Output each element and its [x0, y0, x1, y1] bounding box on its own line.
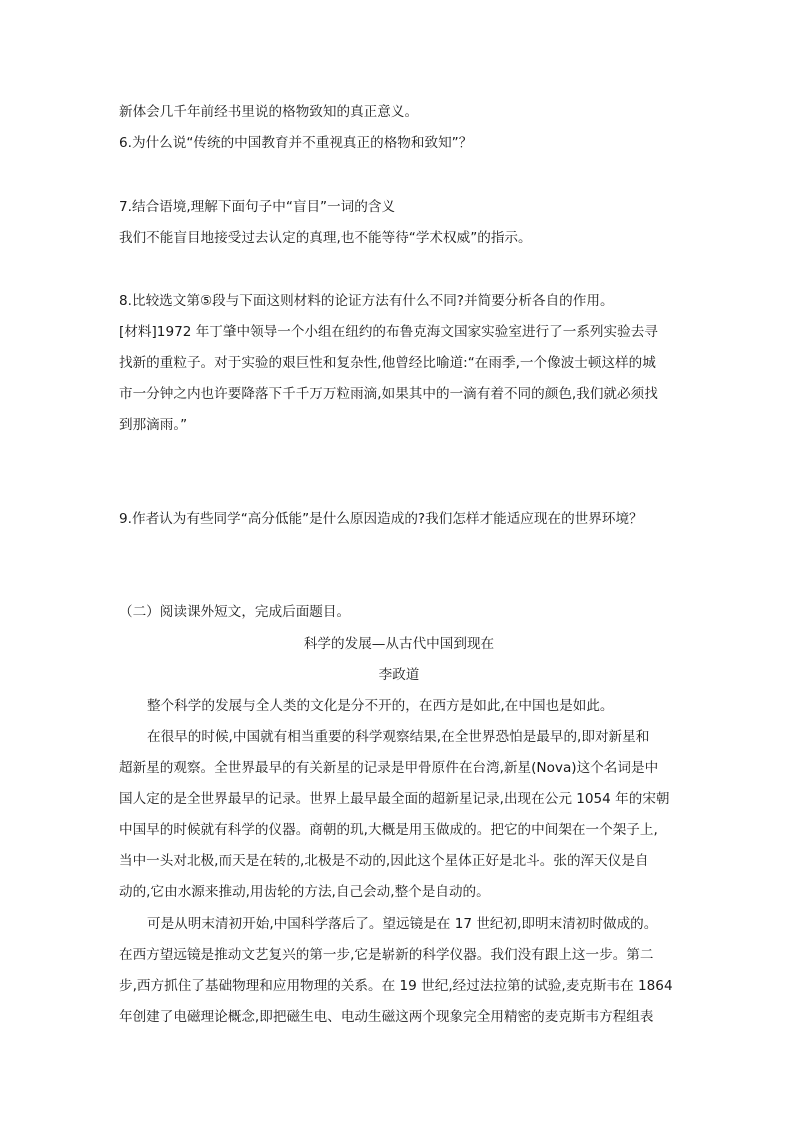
- section-heading: （二）阅读课外短文，完成后面题目。: [119, 604, 351, 620]
- paragraph-2-line-2: 超新星的观察。全世界最早的有关新星的记录是甲骨原件在台湾,新星(Nova)这个名词是中: [119, 760, 659, 776]
- article-title: 科学的发展—从古代中国到现在: [303, 636, 495, 652]
- paragraph-2-line-6: 动的,它由水源来推动,用齿轮的方法,自己会动,整个是自动的。: [119, 884, 490, 900]
- paragraph-2-line-4: 中国早的时候就有科学的仪器。商朝的玑,大概是用玉做成的。把它的中间架在一个架子上,: [119, 822, 658, 838]
- material-line-4: 到那滴雨。”: [119, 417, 188, 433]
- question-6: 6.为什么说“传统的中国教育并不重视真正的格物和致知”？: [119, 135, 473, 151]
- paragraph-2-line-5: 当中一头对北极,而天是在转的,北极是不动的,因此这个星体正好是北斗。张的浑天仪是自: [119, 853, 649, 869]
- paragraph-3-line-2: 在西方望远镜是推动文艺复兴的第一步,它是崭新的科学仪器。我们没有跟上这一步。第二: [119, 947, 654, 963]
- paragraph-2-line-1: 在很早的时候,中国就有相当重要的科学观察结果,在全世界恐怕是最早的,即对新星和: [147, 729, 650, 745]
- material-line-3: 市一分钟之内也许要降落下千千万万粒雨滴,如果其中的一滴有着不同的颜色,我们就必须找: [119, 386, 658, 402]
- question-7: 7.结合语境,理解下面句子中“盲目”一词的含义: [119, 199, 396, 215]
- question-9: 9.作者认为有些同学“高分低能”是什么原因造成的?我们怎样才能适应现在的世界环境？: [119, 511, 643, 527]
- text-line: 新体会几千年前经书里说的格物致知的真正意义。: [119, 104, 419, 120]
- article-author: 李政道: [378, 667, 420, 683]
- question-8: 8.比较选文第⑤段与下面这则材料的论证方法有什么不同?并简要分析各自的作用。: [119, 293, 614, 309]
- paragraph-3-line-1: 可是从明末清初开始,中国科学落后了。望远镜是在 17 世纪初,即明末清初时做成的。: [147, 916, 658, 932]
- material-line-1: [材料]1972 年丁肇中领导一个小组在纽约的布鲁克海文国家实验室进行了一系列实验去寻: [119, 324, 658, 340]
- paragraph-2-line-3: 国人定的是全世界最早的记录。世界上最早最全面的超新星记录,出现在公元 1054 年的宋朝: [119, 791, 670, 807]
- paragraph-3-line-4: 年创建了电磁理论概念,即把磁生电、电动生磁这两个现象完全用精密的麦克斯韦方程组表: [119, 1009, 654, 1025]
- paragraph-1: 整个科学的发展与全人类的文化是分不开的，在西方是如此,在中国也是如此。: [147, 698, 614, 714]
- material-line-2: 找新的重粒子。对于实验的艰巨性和复杂性,他曾经比喻道:“在雨季,一个像波士顿这样的城: [119, 355, 656, 371]
- question-7-sentence: 我们不能盲目地接受过去认定的真理,也不能等待“学术权威”的指示。: [119, 230, 532, 246]
- paragraph-3-line-3: 步,西方抓住了基础物理和应用物理的关系。在 19 世纪,经过法拉第的试验,麦克斯韦在 1864: [119, 978, 673, 994]
